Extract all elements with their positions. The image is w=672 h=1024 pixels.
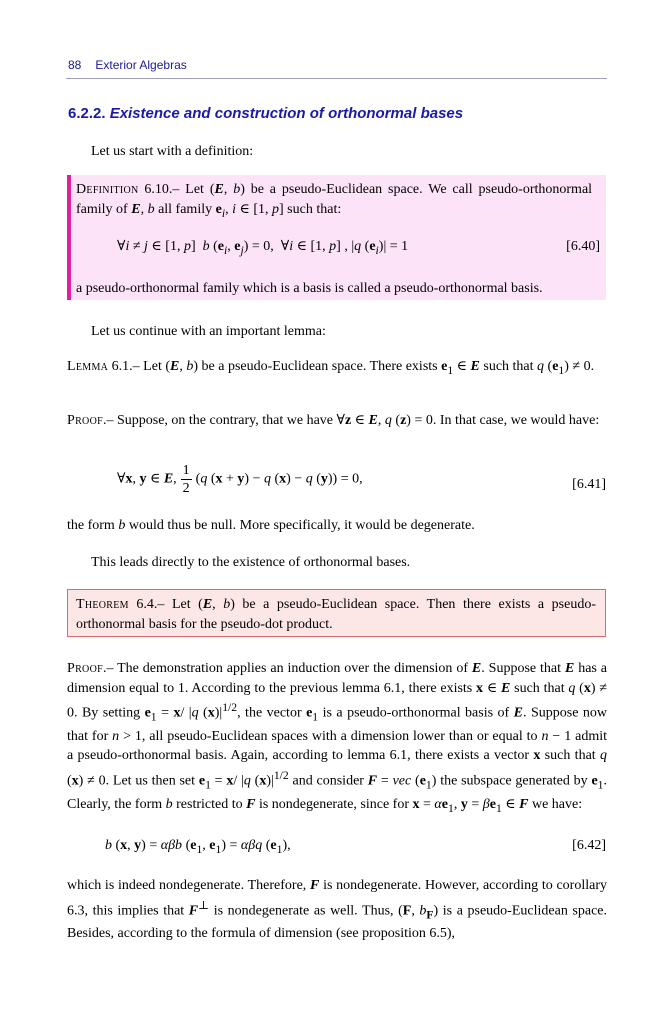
equation-tag-6-41: [6.41] <box>572 477 606 492</box>
definition-line2: pseudo-orthonormal family of <box>76 182 593 217</box>
proof2-continuation: which is indeed nondegenerate. Therefore, F is nondegenerate. However, according to corollary 6.3, this implies that F⊥ is nondegenerate as well. Thus, (F, $b_F$) is a pseudo-Euclidean space. Besides, according to the formula of dimension (see proposition 6.5), <box>67 878 607 942</box>
equation-6-42: b (x, y) = αβb ($e_1$, $e_1) = \alpha\beta q$ $(e_1)$, <box>105 838 291 856</box>
section-title <box>68 105 463 122</box>
section-heading: Existence and construction of orthonormal bases <box>109 105 464 122</box>
proof2-text: Proof.– The demonstration applies an induction over the dimension of E. Suppose that E has a dimension equal to 1. According to the previous lemma 6.1, there exists x ∈ E such that q (x) ≠ 0. By setting $e_1 = x/$ |q $(x)|^{1/2}$, the vector $e_1$ is a pseudo-orthonormal basis of E. Suppose now that for n > 1, all pseudo-Euclidean spaces with a dimension lower than or equal to n − 1 admit a pseudo-orthonormal basis. Again, according to lemma 6.1, there exists a vector x such that q (x) ≠ 0. Let us then set $e_1 = x/$ |q $(x)|^{1/2}$ and consider F = vec $(e_1)$ the subspace generated by $e_1$. Clearly, the form b restricted to F is nondegenerate, since for $x = \alpha e_1$, $y = \beta e_1$ ∈ F we have: <box>67 661 607 815</box>
theorem-label: Theorem <box>76 597 129 612</box>
intro-paragraph: Let us start with a definition: <box>91 144 254 159</box>
proof1-body-2: would have: <box>530 413 600 428</box>
leads-paragraph: This leads directly to the existence of orthonormal bases. <box>91 555 411 570</box>
proof1-label: Proof <box>67 413 103 428</box>
equation-6-41: ∀x, y ∈ E, $\frac{1}{2}$ (q (x + y) − q (x) − q (y)) = 0, <box>117 463 363 496</box>
proof1-text: Proof.– Suppose, on the contrary, that we have ∀z ∈ E, q (z) = 0. In that case, we would have: <box>67 413 600 428</box>
definition-closing: a pseudo-orthonormal family which is a basis is called a pseudo-orthonormal basis. <box>76 281 543 296</box>
proof1-body: .– Suppose, on the contrary, that we have <box>102 413 333 428</box>
proof1-after-start: the form <box>67 518 115 533</box>
lemma-body: be a pseudo-Euclidean space. There exists <box>201 359 438 374</box>
theorem-text: Theorem 6.4.– Let (E, b) be a pseudo-Euclidean space. Then there exists a pseudo-orthonormal basis for the pseudo-dot product. <box>76 597 596 632</box>
equation-tag-6-42: [6.42] <box>572 838 606 853</box>
lemma-text: Lemma 6.1.– Let (E, b) be a pseudo-Euclidean space. There exists $e_1$ ∈ E such that q $(e_1) \ne 0$. <box>67 359 595 377</box>
running-title: Exterior Algebras <box>95 58 187 72</box>
proof2-label: Proof <box>67 661 103 676</box>
theorem-body: be a pseudo-Euclidean space. Then there exists a <box>242 597 545 612</box>
theorem-body-2: pseudo-orthonormal basis for the pseudo-dot product. <box>76 597 596 632</box>
lemma-label: Lemma <box>67 359 109 374</box>
lemma-number: 6.1.– Let <box>111 359 162 374</box>
page-number: 88 <box>68 58 82 72</box>
definition-label: Definition <box>76 182 139 197</box>
definition-line2-rest: all family <box>158 201 213 217</box>
proof1-after-rest: would thus be null. More specifically, it would be degenerate. <box>128 518 475 533</box>
transition-paragraph: Let us continue with an important lemma: <box>91 324 326 339</box>
proof1-body-end: . In that case, we <box>432 413 527 428</box>
running-header <box>68 58 187 72</box>
definition-number: 6.10.– Let <box>144 182 204 197</box>
section-number: 6.2.2. <box>68 105 106 122</box>
definition-line1: be a pseudo-Euclidean space. We call <box>250 182 473 197</box>
equation-tag-6-40: [6.40] <box>566 239 600 254</box>
theorem-number: 6.4.– Let <box>136 597 191 612</box>
definition-text: Definition 6.10.– Let (E, b) be a pseudo-Euclidean space. We call pseudo-orthonormal family of E, b all family $e_i$, i ∈ [1, p] such that: <box>76 182 593 220</box>
equation-6-40: ∀i ≠ j ∈ [1, p] b ($e_i$, $e_j) = 0$, ∀i ∈ [1, p] , |q $(e_i)| = 1$ <box>117 239 409 257</box>
lemma-body-end: such that <box>483 359 534 374</box>
header-rule <box>66 78 607 79</box>
proof1-after: the form b would thus be null. More specifically, it would be degenerate. <box>67 518 475 533</box>
definition-line2-end: such that: <box>287 201 342 217</box>
